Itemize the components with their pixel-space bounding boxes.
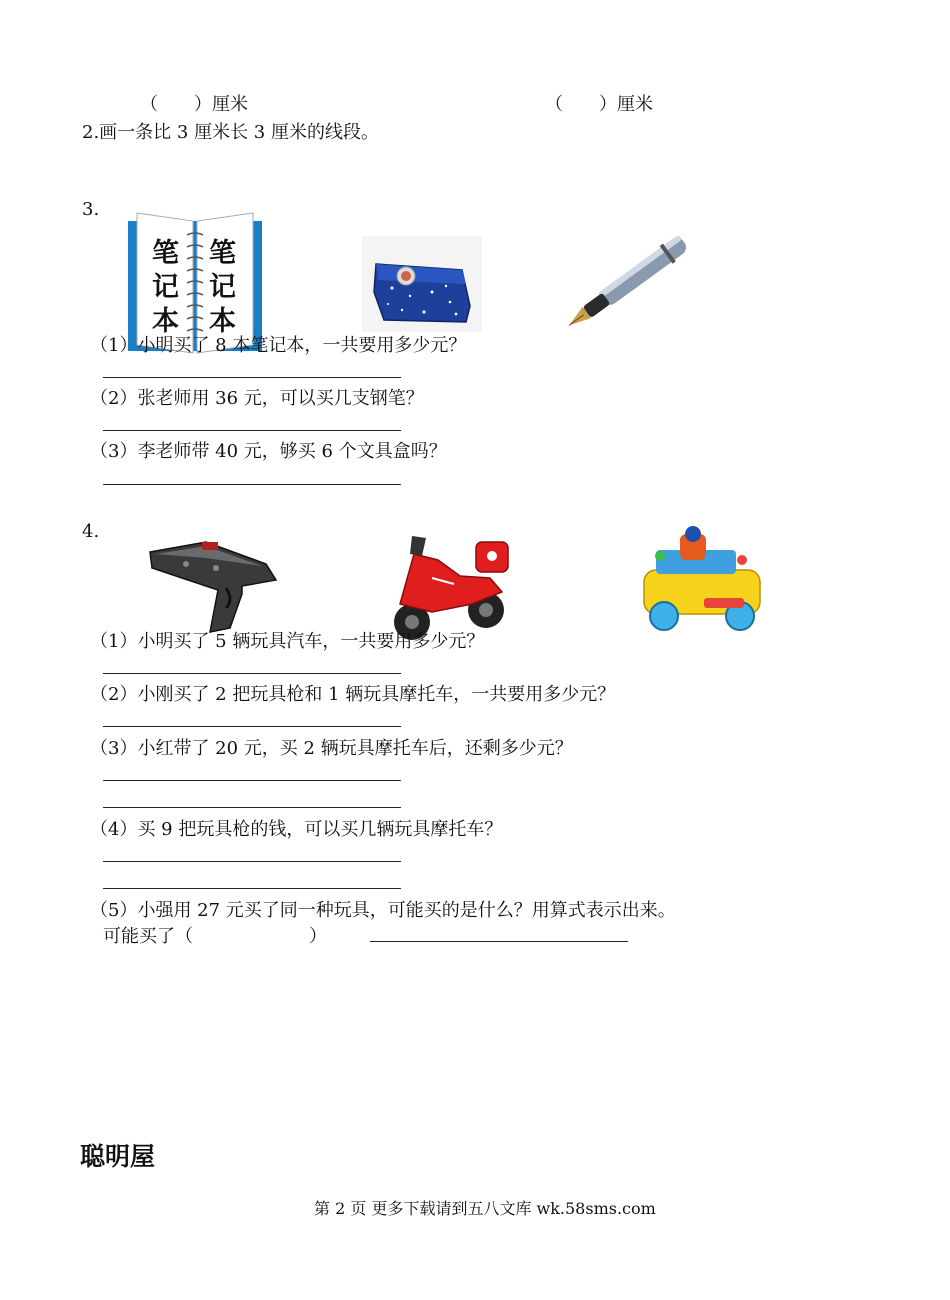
notebook-cover-text-right: 笔 记 本 <box>209 238 236 337</box>
fountain-pen-image <box>556 222 716 334</box>
question-3-1: （1）小明买了 8 本笔记本，一共要用多少元？ <box>90 335 467 356</box>
length-blank-right[interactable]: （ ）厘米 <box>545 94 653 115</box>
answer-line-3-2[interactable] <box>103 430 401 431</box>
toy-car-image <box>620 520 776 638</box>
question-4-number: 4. <box>82 521 100 542</box>
toy-gun-image <box>146 532 286 638</box>
answer-line-4-3b[interactable] <box>103 807 401 808</box>
answer-line-3-1[interactable] <box>103 377 401 378</box>
answer-suffix: ） <box>309 926 327 947</box>
answer-line-4-5[interactable] <box>370 941 628 942</box>
question-4-5: （5）小强用 27 元买了同一种玩具，可能买的是什么？用算式表示出来。 <box>90 900 676 921</box>
answer-line-4-2[interactable] <box>103 726 401 727</box>
question-4-3: （3）小红带了 20 元，买 2 辆玩具摩托车后，还剩多少元？ <box>90 738 573 759</box>
answer-line-4-4b[interactable] <box>103 888 401 889</box>
page-footer: 第 2 页 更多下载请到五八文库 wk.58sms.com <box>314 1199 656 1218</box>
question-3-2: （2）张老师用 36 元，可以买几支钢笔？ <box>90 388 424 409</box>
question-3-3: （3）李老师带 40 元，够买 6 个文具盒吗？ <box>90 441 447 462</box>
answer-line-4-1[interactable] <box>103 673 401 674</box>
question-4-1: （1）小明买了 5 辆玩具汽车，一共要用多少元？ <box>90 631 485 652</box>
answer-line-3-3[interactable] <box>103 484 401 485</box>
question-2: 2.画一条比 3 厘米长 3 厘米的线段。 <box>82 122 379 143</box>
answer-line-4-3a[interactable] <box>103 780 401 781</box>
answer-line-4-4a[interactable] <box>103 861 401 862</box>
question-4-2: （2）小刚买了 2 把玩具枪和 1 辆玩具摩托车，一共要用多少元？ <box>90 684 616 705</box>
question-4-4: （4）买 9 把玩具枪的钱，可以买几辆玩具摩托车？ <box>90 819 503 840</box>
pencil-box-image <box>362 236 482 332</box>
length-blank-left[interactable]: （ ）厘米 <box>140 94 248 115</box>
notebook-cover-text-left: 笔 记 本 <box>152 238 179 337</box>
question-3-number: 3. <box>82 199 100 220</box>
section-title: 聪明屋 <box>80 1142 156 1171</box>
answer-prefix: 可能买了（ <box>103 926 193 947</box>
